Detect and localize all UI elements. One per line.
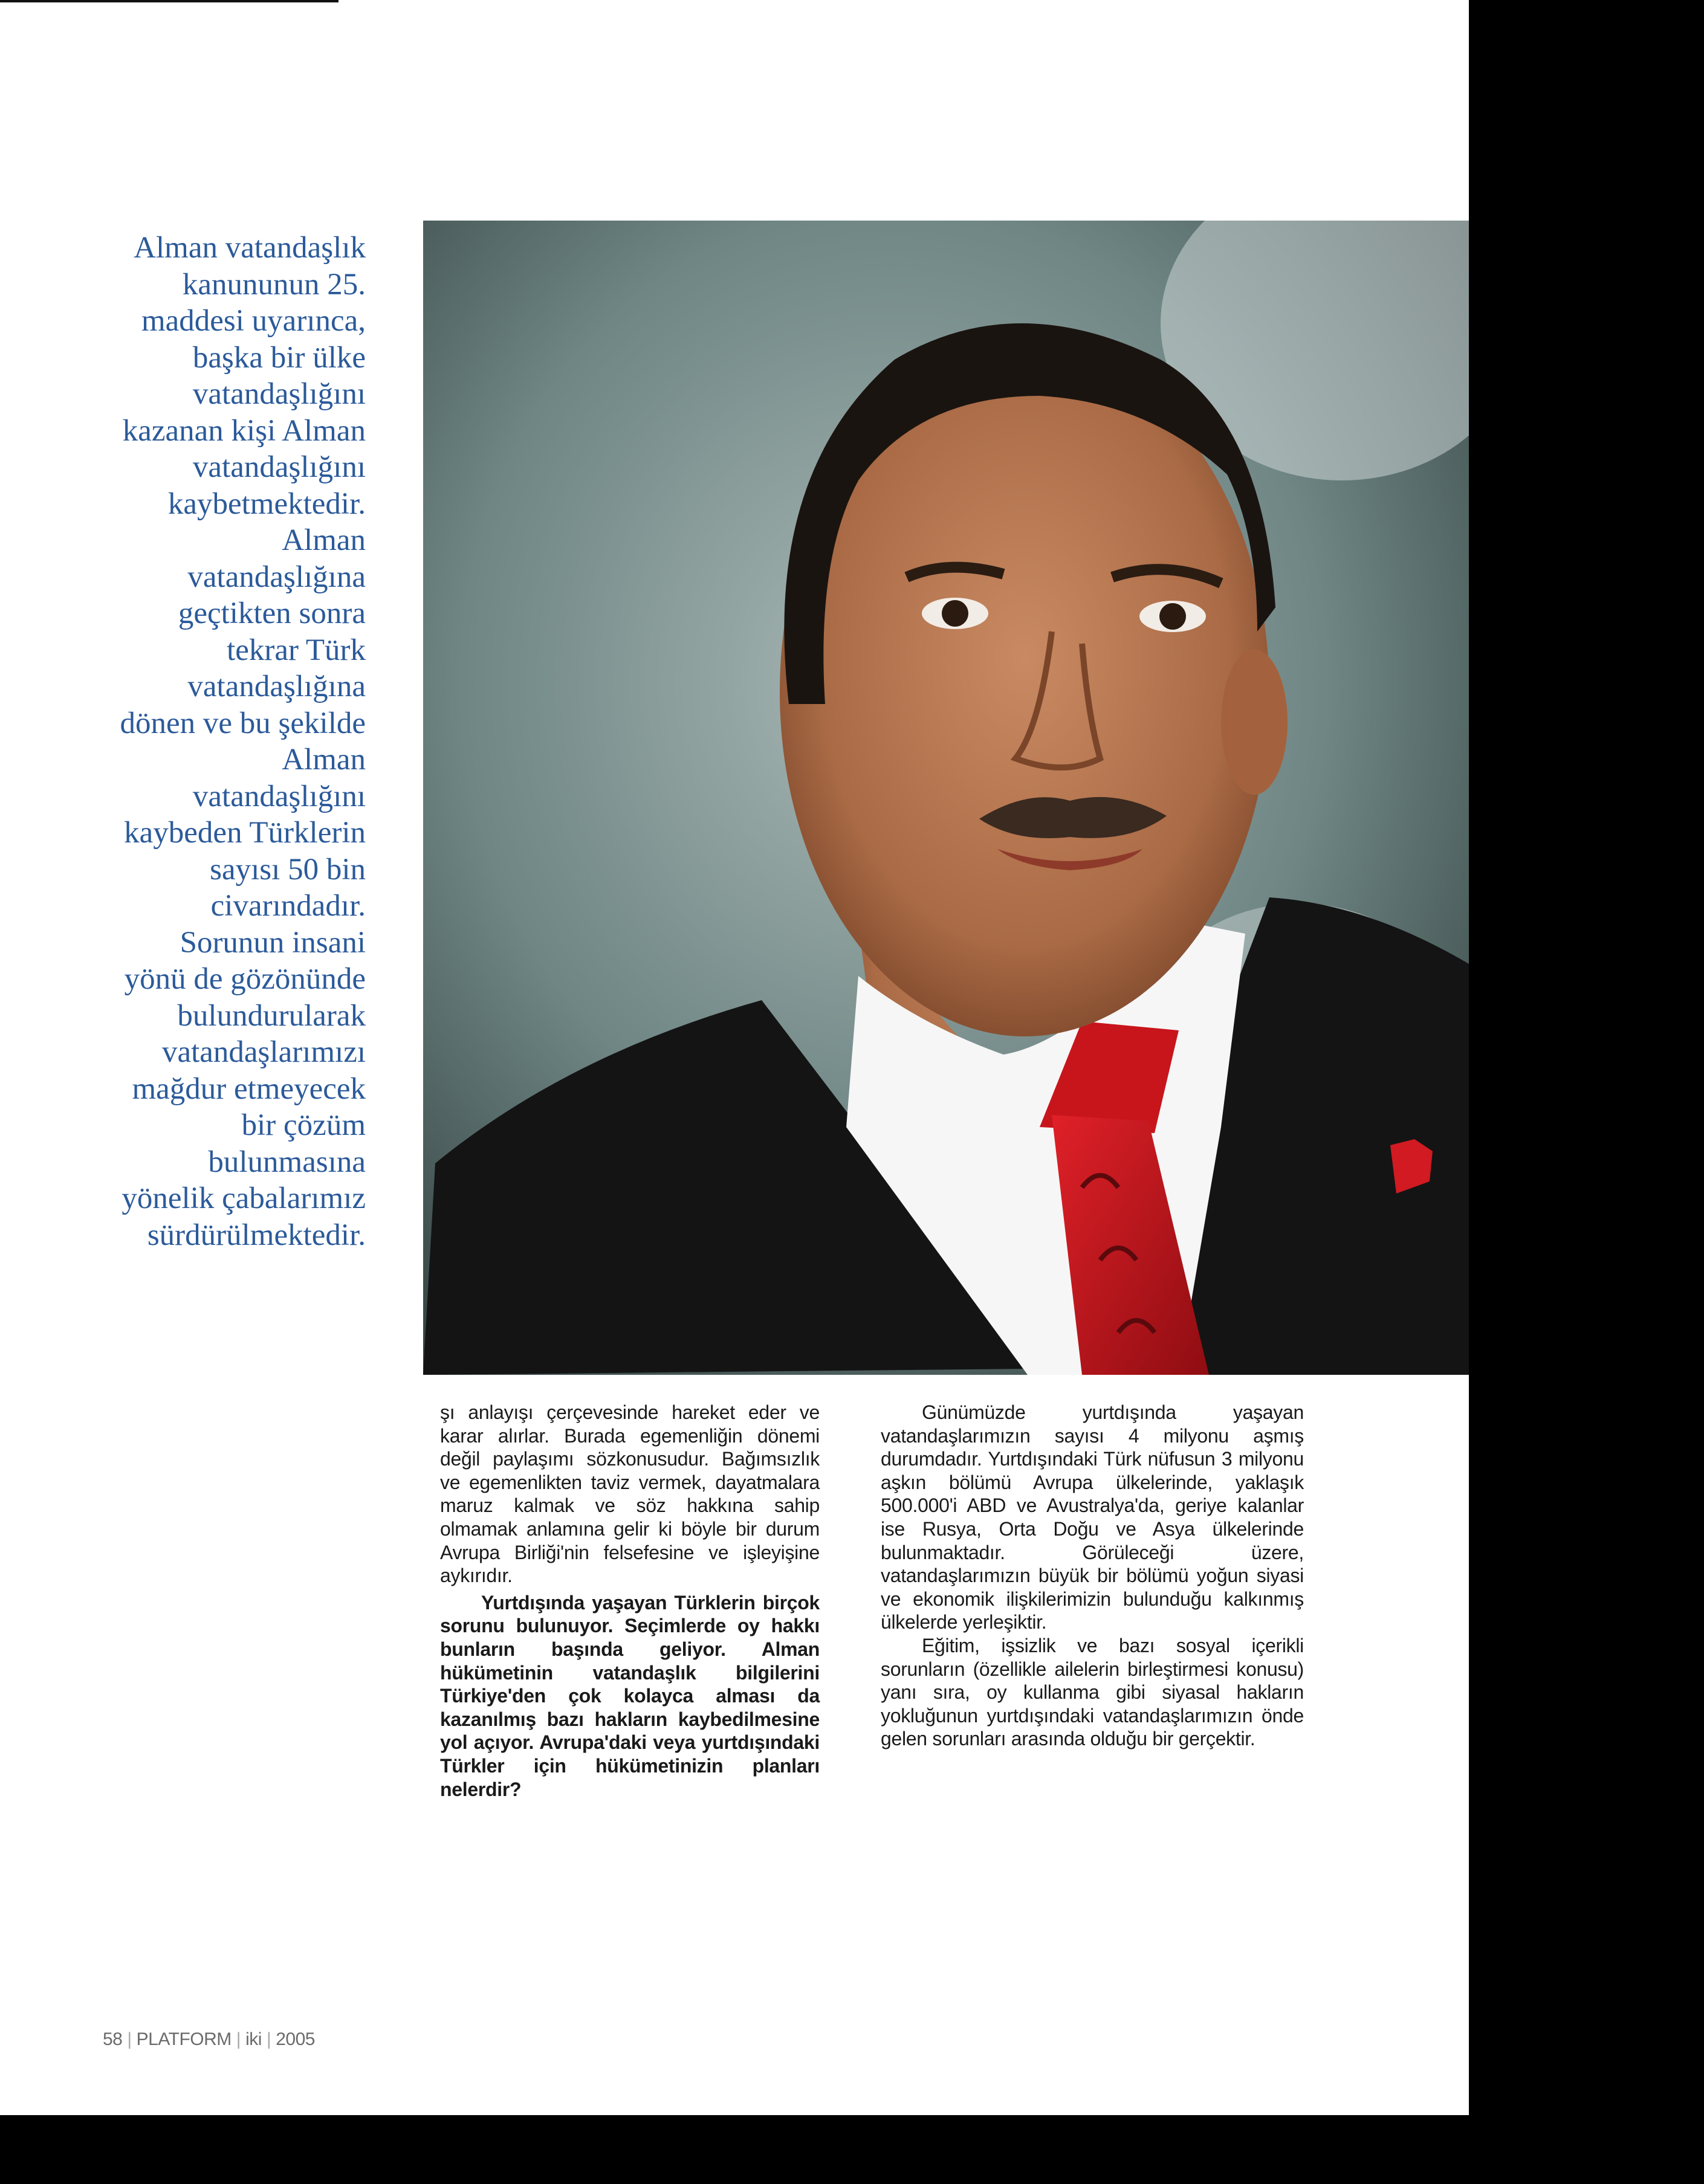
pull-quote-line: kanununun 25. (182, 267, 366, 302)
pull-quote-line: vatandaşlığını (192, 450, 366, 484)
pull-quote-line: Alman (282, 523, 366, 557)
pull-quote-line: vatandaşlığına (187, 670, 366, 703)
pull-quote-line: yönü de gözönünde (124, 962, 366, 996)
pull-quote-line: yönelik çabalarımız (121, 1181, 366, 1215)
pull-quote-line: kaybeden Türklerin (124, 816, 366, 850)
pull-quote-line: bulundurularak (177, 998, 366, 1033)
magazine-name: PLATFORM (136, 2029, 232, 2049)
issue-label: iki (245, 2029, 262, 2049)
article-paragraph: şı anlayışı çerçevesinde hareket eder ve karar alırlar. Burada egemenliğin dönemi değil paylaşımı sözkonusudur. Bağımsızlık ve egemenlikten taviz vermek, dayatmalara maruz kalmak ve söz hakkına sahip olmamak anlamına gelir ki böyle bir durum Avrupa Birliği'nin felsefesine ve işleyişine aykırıdır. (440, 1401, 820, 1587)
pull-quote (54, 230, 366, 1253)
pull-quote-line: Alman vatandaşlık (134, 231, 366, 265)
portrait-photo (423, 221, 1469, 1375)
pull-quote-line: kazanan kişi Alman (122, 413, 366, 448)
page-number: 58 (103, 2029, 123, 2049)
article-paragraph: Eğitim, işsizlik ve bazı sosyal içerikli sorunların (özellikle ailelerin birleştirmesi konusu) yanı sıra, oy kullanma gibi siyasal hakların yokluğunun yurtdışındaki vatandaşlarımızın önde gelen sorunları arasında olduğu bir gerçektir. (881, 1634, 1304, 1750)
pull-quote-line: tekrar Türk (227, 633, 366, 667)
pull-quote-line: kaybetmektedir. (167, 486, 366, 521)
pull-quote-line: bir çözüm (241, 1108, 366, 1142)
page-footer: 58 | PLATFORM | iki | 2005 (103, 2029, 315, 2049)
pull-quote-line: mağdur etmeyecek (132, 1071, 366, 1106)
pull-quote-line: vatandaşlığını (192, 377, 366, 411)
scan-edge (0, 0, 339, 2)
pull-quote-line: civarındadır. (210, 889, 366, 923)
pull-quote-line: başka bir ülke (192, 340, 366, 375)
pull-quote-line: Alman (282, 743, 366, 777)
article-paragraph: Günümüzde yurtdışında yaşayan vatandaşlarımızın sayısı 4 milyonu aşmış durumdadır. Yurtdışındaki Türk nüfusun 3 milyonu aşkın bölümü Avrupa ülkelerinde, yaklaşık 500.000'i ABD ve Avustralya'da, geriye kalanlar ise Rusya, Orta Doğu ve Asya ülkelerinde bulunmaktadır. Görüleceği üzere, vatandaşlarımızın büyük bir bölümü yoğun siyasi ve ekonomik ilişkilerimizin bulunduğu kalkınmış ülkelerde yerleşiktir. (881, 1401, 1304, 1633)
pull-quote-line: bulunmasına (208, 1145, 366, 1179)
article-column-2 (881, 1401, 1304, 1751)
pull-quote-line: vatandaşlığını (192, 779, 366, 813)
pull-quote-line: Sorunun insani (180, 925, 366, 960)
portrait-illustration (423, 221, 1469, 1375)
pull-quote-line: sayısı 50 bin (210, 852, 366, 887)
pull-quote-line: maddesi uyarınca, (141, 304, 366, 338)
article-column-1 (440, 1401, 820, 1801)
pull-quote-line: vatandaşlığına (187, 560, 366, 594)
issue-year: 2005 (276, 2029, 315, 2049)
pull-quote-line: dönen ve bu şekilde (120, 706, 366, 740)
pull-quote-line: geçtikten sonra (178, 596, 366, 630)
pull-quote-line: vatandaşlarımızı (161, 1035, 366, 1069)
interview-question: Yurtdışında yaşayan Türklerin birçok sorunu bulunuyor. Seçimlerde oy hakkı bunların başında geliyor. Alman hükümetinin vatandaşlık bilgilerini Türkiye'den çok kolayca alması da kazanılmış bazı hakların kaybedilmesine yol açıyor. Avrupa'daki veya yurtdışındaki Türkler için hükümetinizin planları nelerdir? (440, 1591, 820, 1800)
pull-quote-line: sürdürülmektedir. (147, 1218, 366, 1252)
